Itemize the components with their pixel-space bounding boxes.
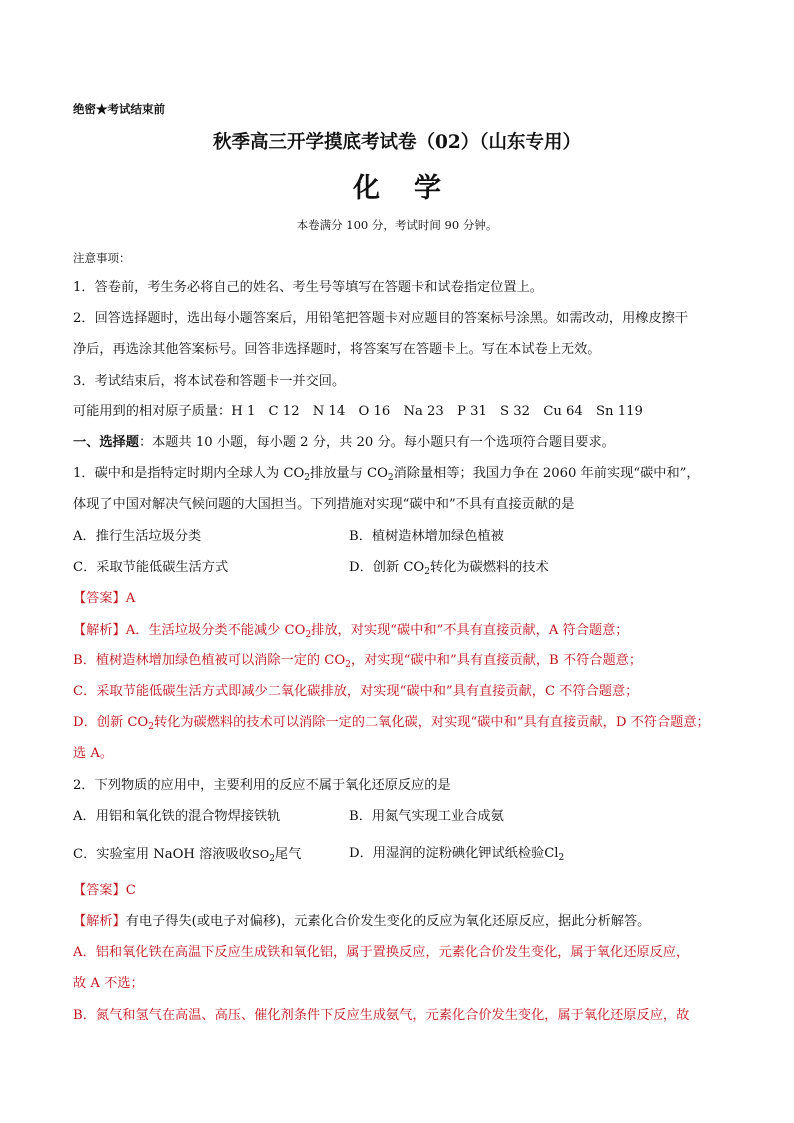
subscript: 2 [387,473,394,483]
section-1-heading-bold: 一、选择题 [73,435,139,450]
subscript: 2 [345,660,351,670]
analysis-part: B．植树造林增加绿色植被可以消除一定的 CO [73,653,346,668]
q1-option-d [349,559,549,577]
analysis-label: 【解析】 [73,914,126,929]
q2-option-c-part: C．实验室用 NaOH 溶液吸收 [73,847,252,862]
subscript: 2 [558,853,565,863]
q1-answer [73,590,135,608]
q1-option-d-part: D．创新 CO [349,560,425,575]
analysis-part: A．生活垃圾分类不能减少 CO [125,623,306,638]
q2-analysis-a-line-2: 故 A 不选； [73,976,144,991]
instruction-item-1: 1．答卷前，考生务必将自己的姓名、考生号等填写在答题卡和试卷指定位置上。 [73,280,543,295]
q1-stem-part: 排放量与 CO [310,466,388,481]
analysis-part: D．创新 CO [73,715,149,730]
subscript: 2 [305,630,312,640]
q1-stem-part: 1．碳中和是指特定时期内全球人为 CO [73,466,305,481]
instruction-item-2-line-1: 2．回答选择题时，选出每小题答案后，用铅笔把答题卡对应题目的答案标号涂黑。如需改动，用橡皮擦干 [73,311,689,326]
exam-note: 本卷满分 100 分，考试时间 90 分钟。 [296,218,498,232]
q1-option-b: B．植树造林增加绿色植被 [349,529,504,544]
secret-mark: 绝密★考试结束前 [73,102,165,116]
subscript: 2 [424,567,430,577]
analysis-part: 有电子得失(或电子对偏移)，元素化合价发生变化的反应为氧化还原反应，据此分析解答。 [125,914,651,929]
q2-option-c [73,845,301,864]
q2-stem: 2．下列物质的应用中，主要利用的反应不属于氧化还原反应的是 [73,778,451,793]
q2-answer [73,882,136,900]
atomic-masses-values: H 1 C 12 N 14 O 16 Na 23 P 31 S 32 Cu 64 Sn 119 [231,404,643,419]
q1-conclusion: 选 A。 [73,746,114,761]
answer-label: 【答案】 [73,883,126,898]
q1-analysis-c: C．采取节能低碳生活方式即减少二氧化碳排放，对实现“碳中和”具有直接贡献，C 不符合题意； [73,684,639,699]
analysis-part: 排放，对实现“碳中和”不具有直接贡献，A 符合题意； [311,623,629,638]
q2-option-a: A．用铝和氧化铁的混合物焊接铁轨 [73,809,281,824]
instruction-item-3: 3．考试结束后，将本试卷和答题卡一并交回。 [73,374,346,389]
q2-option-d [349,845,564,863]
formula-so2: SO [251,847,270,861]
q2-option-d-part: D．用湿润的淀粉碘化钾试纸检验 [349,846,545,861]
formula-cl2: Cl [544,846,559,861]
q1-stem-line-1 [73,465,700,483]
analysis-part: 转化为碳燃料的技术可以消除一定的二氧化碳，对实现“碳中和”具有直接贡献，D 不符合题意； [153,715,710,730]
q1-stem-line-2: 体现了中国对解决气候问题的大国担当。下列措施对实现“碳中和”不具有直接贡献的是 [73,497,575,512]
q1-option-c: C．采取节能低碳生活方式 [73,560,229,575]
answer-label: 【答案】 [73,591,126,606]
subscript: 2 [269,854,275,864]
q1-option-d-part: 转化为碳燃料的技术 [429,560,549,575]
section-1-heading [73,434,615,452]
analysis-part: ，对实现“碳中和”具有直接贡献，B 不符合题意； [350,653,643,668]
section-1-heading-rest: ：本题共 10 小题，每小题 2 分，共 20 分。每小题只有一个选项符合题目要求。 [138,435,615,450]
exam-title: 秋季高三开学摸底考试卷（02）（山东专用） [213,132,581,153]
analysis-label: 【解析】 [73,623,126,638]
q1-analysis-d [73,714,710,732]
q1-analysis-a [73,622,629,640]
instruction-item-2-line-2: 净后，再选涂其他答案标号。回答非选择题时，将答案写在答题卡上。写在本试卷上无效。 [73,342,601,357]
answer-value: A [125,591,136,606]
q2-analysis-b-line-1: B．氮气和氢气在高温、高压、催化剂条件下反应生成氨气，元素化合价发生变化，属于氧化还原反应，故 [73,1008,690,1023]
subscript: 2 [148,722,154,732]
q1-stem-part: 消除量相等；我国力争在 2060 年前实现“碳中和”， [393,466,700,481]
subscript: 2 [304,473,311,483]
atomic-masses-label: 可能用到的相对原子质量： [73,404,232,419]
q1-option-a: A．推行生活垃圾分类 [73,529,202,544]
answer-value: C [125,883,136,898]
q1-analysis-b [73,652,642,670]
q2-option-c-part: 尾气 [274,847,302,862]
subject-title: 化学 [353,173,475,204]
q2-analysis-a-line-1: A．铝和氧化铁在高温下反应生成铁和氧化铝，属于置换反应，元素化合价发生变化，属于氧化还原反应， [73,945,690,960]
q2-analysis-intro [73,913,650,931]
q2-option-b: B．用氮气实现工业合成氨 [349,809,504,824]
instructions-heading: 注意事项： [73,251,131,265]
atomic-masses [73,403,643,421]
